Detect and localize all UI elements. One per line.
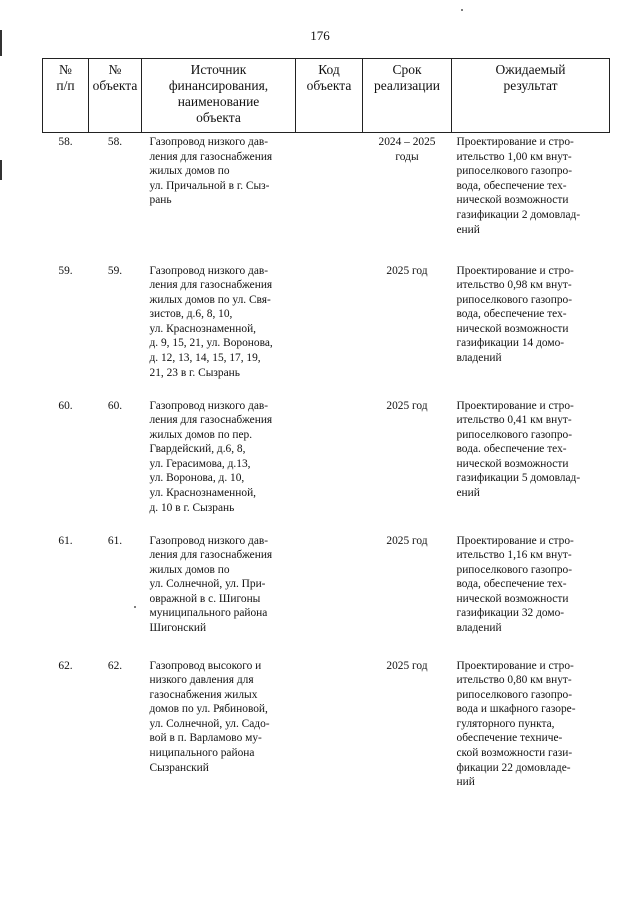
object-number-cell: 59. — [107, 264, 123, 277]
table-header-row — [43, 59, 610, 133]
implementation-term-cell: 2025 год — [386, 264, 428, 277]
object-number-cell: 62. — [107, 659, 123, 672]
implementation-term-cell: 2025 год — [386, 659, 428, 672]
source-name-cell: Газопровод высокого и низкого давления для газоснабжения жилых домов по ул. Рябиновой, ул. Солнечной, ул. Садо- вой в п. Варламово му- ниципального района Сызранский — [149, 659, 270, 774]
object-code-cell — [296, 657, 363, 807]
object-number-cell: 61. — [107, 534, 123, 547]
object-code-cell — [296, 133, 363, 262]
row-number-cell: 61. — [58, 534, 73, 547]
scan-speck — [461, 9, 463, 11]
row-number-cell: 58. — [58, 136, 73, 148]
implementation-term-cell: 2025 год — [386, 534, 428, 547]
object-code-cell — [296, 397, 363, 532]
page-number: 176 — [310, 28, 330, 43]
row-number-cell: 62. — [58, 659, 73, 672]
table-row — [43, 262, 610, 397]
implementation-term-cell: 2024 – 2025 годы — [378, 136, 436, 163]
header-source-name: Источник финансирования, наименование объекта — [142, 59, 296, 133]
header-object-number: № объекта — [89, 59, 142, 133]
expected-result-cell: Проектирование и стро- ительство 0,80 км внут- рипоселкового газопро- вода и шкафного газоре- гуляторного пункта, обеспечение техниче- ской возможности гази- фикации 22 домовладе- ний — [456, 659, 576, 789]
header-object-code: Код объекта — [296, 59, 363, 133]
header-implementation-term: Срок реализации — [363, 59, 452, 133]
data-table — [42, 58, 610, 807]
object-code-cell — [296, 532, 363, 657]
source-name-cell: Газопровод низкого дав- ления для газоснабжения жилых домов по ул. Солнечной, ул. При- овражной в с. Шигоны муниципального района Шигонский — [149, 534, 273, 635]
source-name-cell: Газопровод низкого дав- ления для газоснабжения жилых домов по ул. Причальной в г. Сыз- рань — [149, 136, 273, 207]
object-number-cell: 58. — [107, 136, 123, 148]
table-row — [43, 133, 610, 262]
table-row — [43, 397, 610, 532]
implementation-term-cell: 2025 год — [386, 399, 428, 412]
expected-result-cell: Проектирование и стро- ительство 1,00 км внут- рипоселкового газопро- вода, обеспечение тех- нической возможности газификации 2 домовлад- ений — [456, 136, 581, 236]
object-code-cell — [296, 262, 363, 397]
source-name-cell: Газопровод низкого дав- ления для газоснабжения жилых домов по пер. Гвардейский, д.6, 8, ул. Герасимова, д.13, ул. Воронова, д. 10, ул. Краснознаменной, д. 10 в г. Сызрань — [149, 399, 273, 514]
table-body — [43, 133, 610, 807]
object-number-cell: 60. — [107, 399, 123, 412]
expected-result-cell: Проектирование и стро- ительство 0,98 км внут- рипоселкового газопро- вода, обеспечение тех- нической возможности газификации 14 домо- владений — [456, 264, 574, 365]
table-row — [43, 657, 610, 807]
row-number-cell: 60. — [58, 399, 73, 412]
row-number-cell: 59. — [58, 264, 73, 277]
source-name-cell: Газопровод низкого дав- ления для газоснабжения жилых домов по ул. Свя- зистов, д.6, 8, 10, ул. Краснознаменной, д. 9, 15, 21, ул. Воронова, д. 12, 13, 14, 15, 17, 19, 21, 23 в г. Сызрань — [149, 264, 273, 379]
expected-result-cell: Проектирование и стро- ительство 0,41 км внут- рипоселкового газопро- вода. обеспечение тех- нической возможности газификации 5 домовлад- ений — [456, 399, 581, 500]
table-row — [43, 532, 610, 657]
header-row-number: № п/п — [43, 59, 89, 133]
expected-result-cell: Проектирование и стро- ительство 1,16 км внут- рипоселкового газопро- вода, обеспечение тех- нической возможности газификации 32 домо- владений — [456, 534, 574, 635]
scan-edge-mark — [0, 160, 2, 180]
header-expected-result: Ожидаемый результат — [452, 59, 610, 133]
